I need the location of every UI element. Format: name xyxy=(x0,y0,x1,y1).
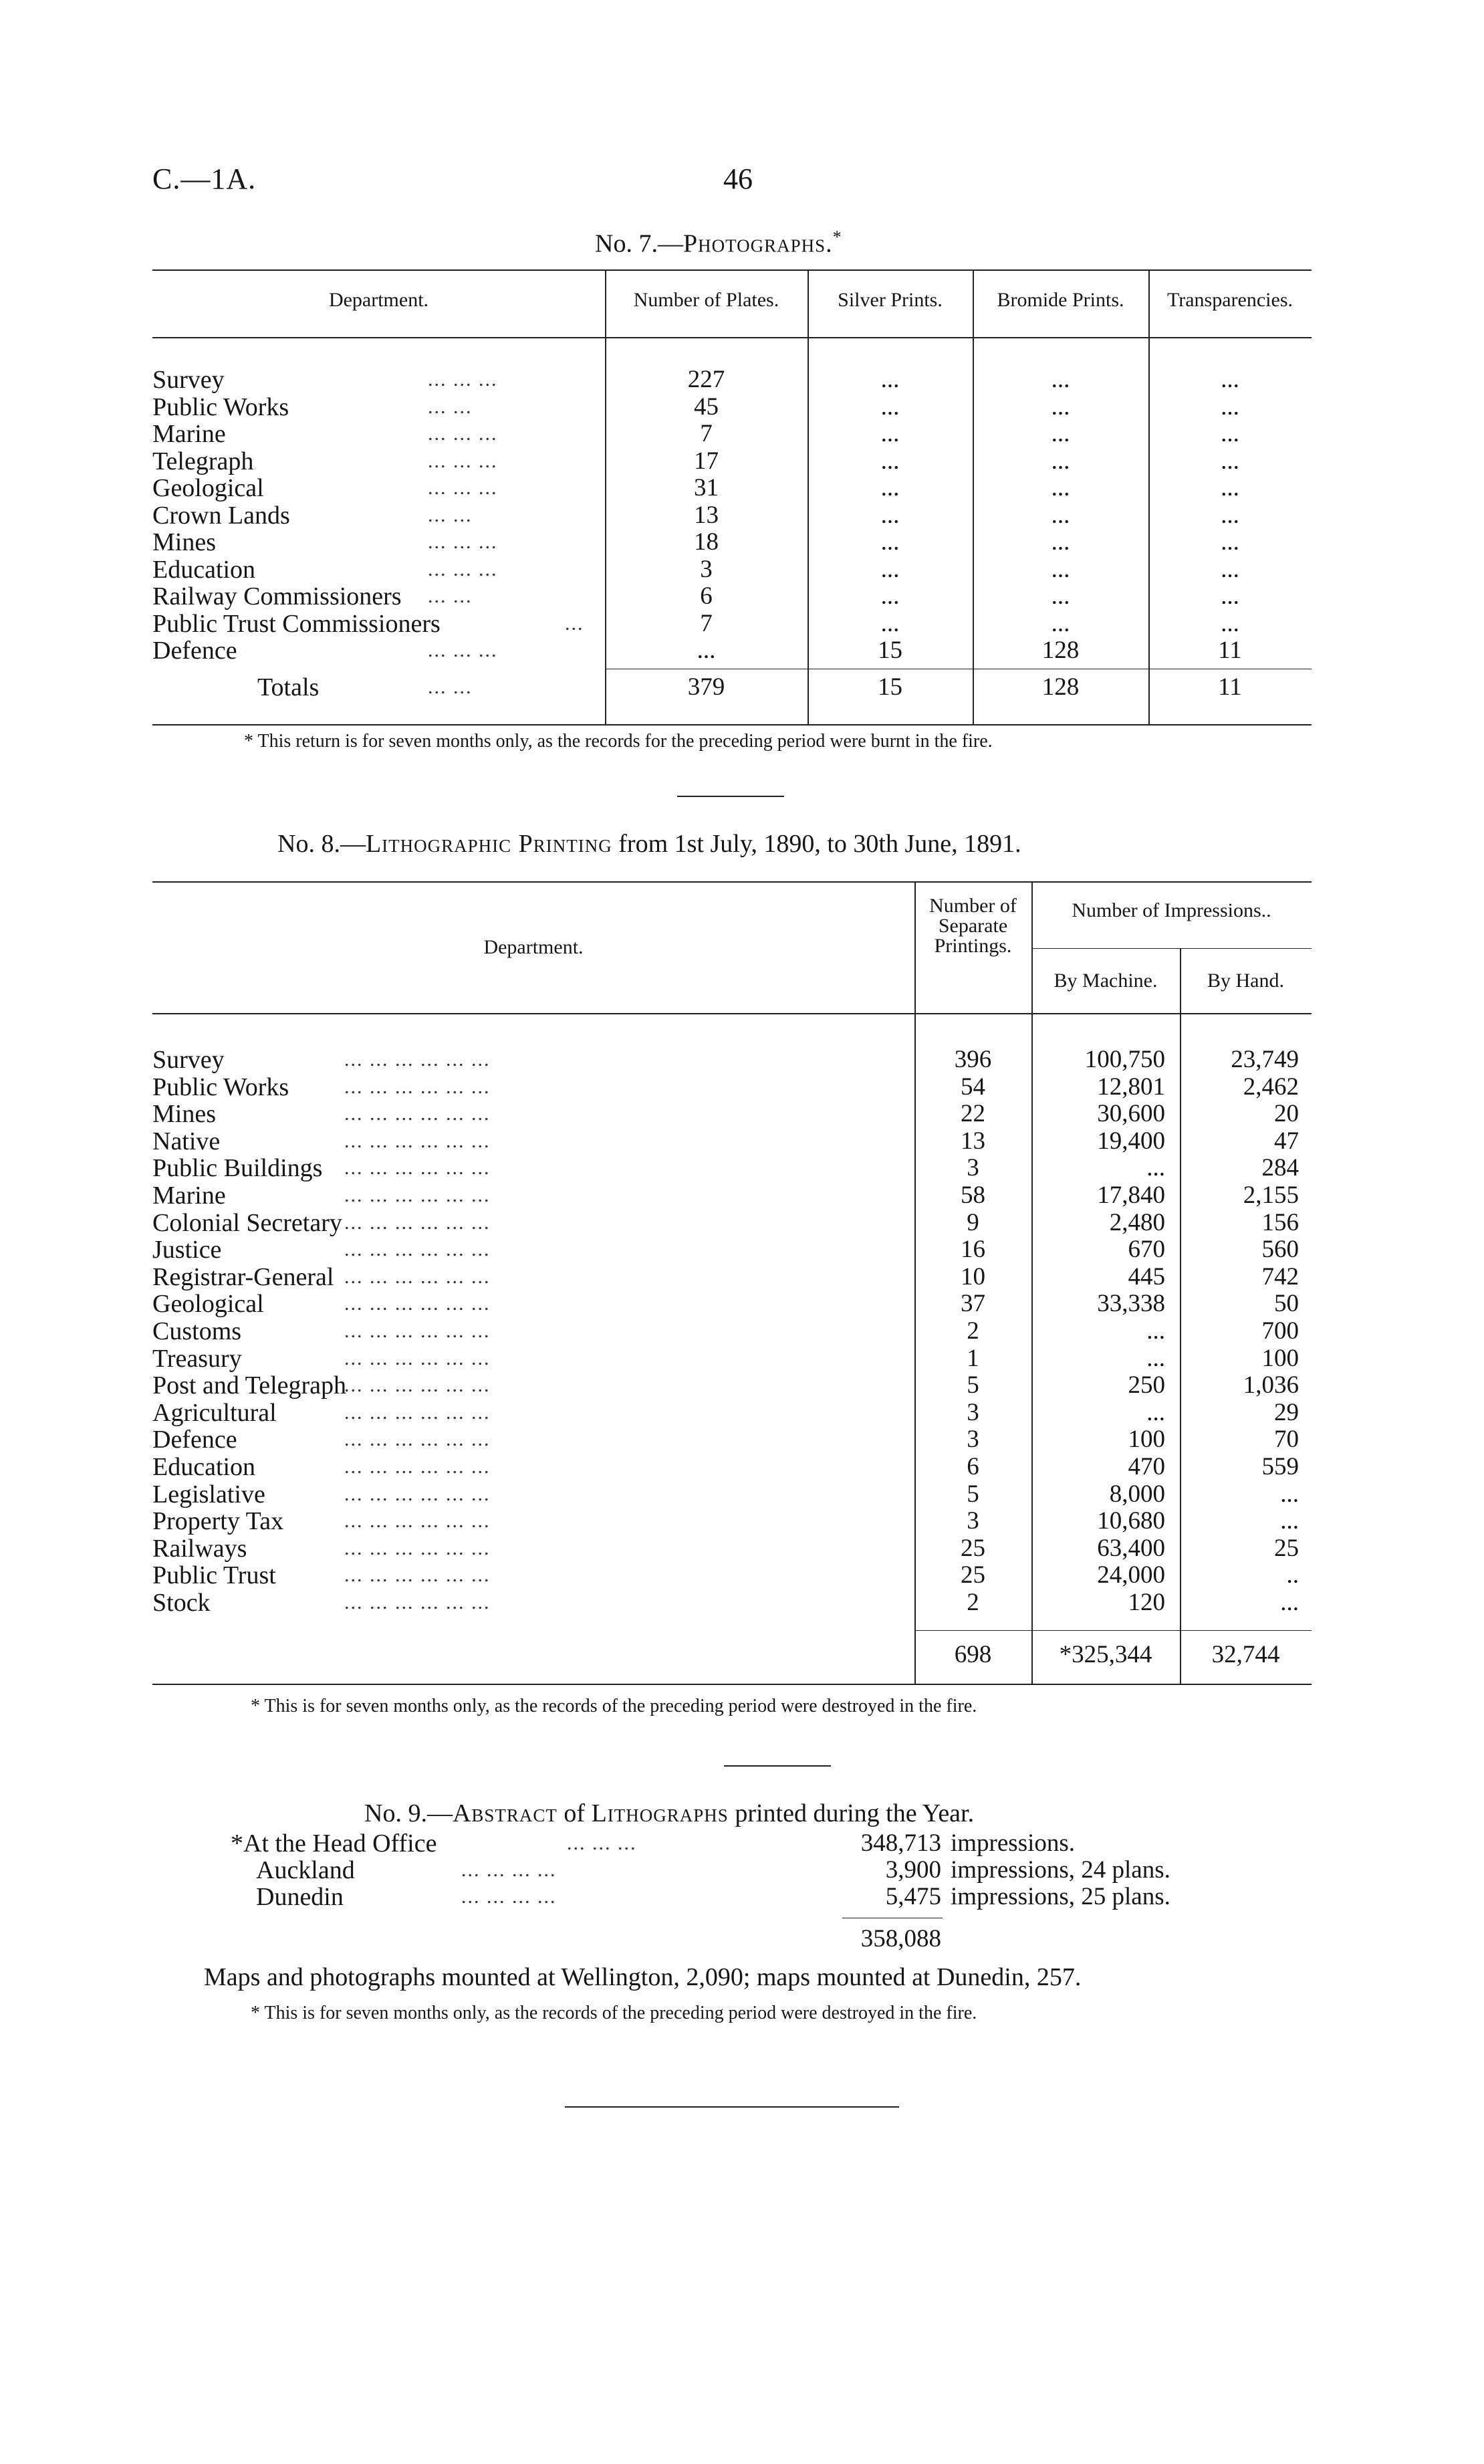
table8-department: Property Tax xyxy=(152,1507,284,1535)
table8-by-hand: 47 xyxy=(1274,1127,1299,1155)
table8-department: Education xyxy=(152,1453,256,1481)
table8-department: Mines xyxy=(152,1100,216,1128)
table8-by-machine: 470 xyxy=(1128,1453,1165,1480)
table8-printings: 3 xyxy=(967,1399,979,1426)
page-number: 46 xyxy=(723,162,753,195)
table8-department: Registrar-General xyxy=(152,1263,334,1291)
table8-totals-rule xyxy=(914,1630,1312,1631)
table7-plates: 7 xyxy=(700,420,713,447)
table7-top-rule xyxy=(152,269,1312,271)
table8-printings: 16 xyxy=(961,1236,985,1263)
table7-department: Marine xyxy=(152,420,226,448)
table8-by-hand: ... xyxy=(1280,1507,1299,1535)
table7-transparencies: ... xyxy=(1221,556,1239,583)
table8-by-machine: 17,840 xyxy=(1097,1182,1165,1209)
abstract-location: Dunedin xyxy=(256,1883,344,1911)
table8-department: Geological xyxy=(152,1290,264,1318)
table7-silver-prints: ... xyxy=(880,501,900,529)
table8-department: Defence xyxy=(152,1426,237,1454)
table8-by-hand: 560 xyxy=(1261,1236,1299,1263)
table8-by-machine: 670 xyxy=(1128,1236,1165,1263)
table7-total-silver: 15 xyxy=(878,673,902,701)
table7-leader-dots: ... ... ... xyxy=(428,639,498,661)
table8-printings: 25 xyxy=(961,1561,985,1589)
table8-leader-dots: ... ... ... ... ... ... xyxy=(344,1591,491,1613)
table8-total-by-hand: 32,744 xyxy=(1211,1641,1280,1668)
section-separator xyxy=(677,796,784,797)
table8-leader-dots: ... ... ... ... ... ... xyxy=(344,1320,491,1342)
table7-leader-dots: ... ... ... xyxy=(428,423,498,445)
table8-by-hand: 700 xyxy=(1261,1317,1299,1345)
table8-by-machine: ... xyxy=(1146,1345,1165,1372)
table8-leader-dots: ... ... ... ... ... ... xyxy=(344,1510,491,1532)
table8-by-machine: 2,480 xyxy=(1109,1209,1165,1236)
table7-col-transparencies: Transparencies. xyxy=(1166,289,1293,311)
table8-leader-dots: ... ... ... ... ... ... xyxy=(344,1157,491,1179)
table8-by-machine: 30,600 xyxy=(1097,1100,1165,1127)
table7-silver-prints: ... xyxy=(880,420,900,447)
table8-by-hand: 1,036 xyxy=(1243,1371,1299,1399)
table8-by-hand: 50 xyxy=(1274,1290,1299,1317)
abstract-impressions-note: impressions. xyxy=(951,1829,1076,1857)
table8-department: Post and Telegraph xyxy=(152,1371,347,1399)
table8-by-machine: 100 xyxy=(1128,1426,1165,1453)
table7-department: Mines xyxy=(152,528,216,556)
table8-col-department: Department. xyxy=(483,936,584,958)
table8-by-machine: 10,680 xyxy=(1097,1507,1165,1535)
table8-printings: 37 xyxy=(961,1290,985,1317)
table8-col-printings: Number of Separate Printings. xyxy=(929,895,1017,957)
table7-silver-prints: ... xyxy=(880,610,900,637)
table8-leader-dots: ... ... ... ... ... ... xyxy=(344,1347,491,1369)
table7-plates: ... xyxy=(697,637,716,664)
abstract-title-of: of xyxy=(557,1799,592,1827)
table8-department: Marine xyxy=(152,1182,226,1210)
table8-printings: 5 xyxy=(967,1371,979,1399)
table7-bromide-prints: ... xyxy=(1051,393,1070,421)
table7-leader-dots: ... ... ... xyxy=(428,368,498,390)
table8-department: Native xyxy=(152,1127,221,1155)
table8-leader-dots: ... ... ... ... ... ... xyxy=(344,1456,491,1478)
table7-footnote: * This return is for seven months only, as the records for the preceding period were burnt in the fire. xyxy=(244,731,993,752)
table8-col-by-machine: By Machine. xyxy=(1054,970,1158,992)
table8-printings: 3 xyxy=(967,1426,979,1453)
table8-by-machine: 445 xyxy=(1128,1263,1165,1291)
table7-plates: 31 xyxy=(694,474,719,501)
table7-bromide-prints: ... xyxy=(1051,610,1070,637)
table7-title xyxy=(595,227,842,259)
table7-plates: 18 xyxy=(694,528,719,556)
document-reference: C.—1A. xyxy=(152,162,257,195)
table7-department: Public Works xyxy=(152,393,289,421)
table8-leader-dots: ... ... ... ... ... ... xyxy=(344,1076,491,1098)
table8-leader-dots: ... ... ... ... ... ... xyxy=(344,1564,491,1586)
table7-transparencies: ... xyxy=(1221,393,1239,421)
table7-bromide-prints: ... xyxy=(1051,501,1070,529)
table7-plates: 6 xyxy=(700,582,713,610)
table7-silver-prints: 15 xyxy=(878,637,902,664)
end-rule xyxy=(565,2106,899,2108)
abstract-title-prefix: No. 9.— xyxy=(364,1799,453,1827)
table7-leader-dots: ... ... ... xyxy=(428,531,498,553)
table7-title-mark: * xyxy=(832,227,842,247)
table8-by-hand: ... xyxy=(1280,1589,1299,1616)
table7-bromide-prints: ... xyxy=(1051,528,1070,556)
table8-leader-dots: ... ... ... ... ... ... xyxy=(344,1212,491,1234)
table7-totals-leader: ... ... xyxy=(428,676,473,698)
table7-leader-dots: ... ... xyxy=(428,504,473,526)
abstract-total: 358,088 xyxy=(860,1925,941,1952)
table8-by-hand: 25 xyxy=(1274,1535,1299,1562)
table8-by-machine: ... xyxy=(1146,1154,1165,1182)
table7-silver-prints: ... xyxy=(880,556,900,583)
table8-printings: 22 xyxy=(961,1100,985,1127)
table7-transparencies: ... xyxy=(1221,582,1239,610)
table7-bromide-prints: ... xyxy=(1051,366,1070,393)
table7-department: Geological xyxy=(152,474,264,502)
table7-department: Telegraph xyxy=(152,447,254,475)
table8-printings: 2 xyxy=(967,1317,979,1345)
table7-plates: 13 xyxy=(694,501,719,529)
abstract-location: Auckland xyxy=(256,1856,355,1884)
table7-silver-prints: ... xyxy=(880,528,900,556)
section-separator xyxy=(724,1765,831,1767)
table8-by-hand: 2,155 xyxy=(1243,1182,1299,1209)
table8-title-name: Lithographic Printing xyxy=(365,830,612,858)
table8-printings: 25 xyxy=(961,1535,985,1562)
table8-col-by-hand: By Hand. xyxy=(1207,970,1284,992)
table7-plates: 45 xyxy=(694,393,719,421)
table7-leader-dots: ... ... ... xyxy=(428,450,498,472)
table7-bromide-prints: 128 xyxy=(1041,637,1080,664)
table7-plates: 227 xyxy=(687,366,725,393)
table8-title xyxy=(277,829,1021,859)
table8-department: Treasury xyxy=(152,1345,242,1373)
table8-department: Colonial Secretary xyxy=(152,1209,342,1237)
table8-leader-dots: ... ... ... ... ... ... xyxy=(344,1293,491,1315)
table8-by-hand: .. xyxy=(1286,1561,1299,1589)
table8-by-machine: 12,801 xyxy=(1097,1073,1165,1101)
table7-leader-dots: ... ... xyxy=(428,585,473,607)
table7-header-rule xyxy=(152,337,1312,338)
abstract-impressions-value: 348,713 xyxy=(860,1829,941,1857)
table7-department: Crown Lands xyxy=(152,501,290,530)
table8-department: Survey xyxy=(152,1046,225,1074)
table7-leader-dots: ... ... ... xyxy=(428,558,498,580)
abstract-title xyxy=(364,1799,974,1828)
table7-totals-label: Totals xyxy=(257,673,320,701)
table8-printings: 54 xyxy=(961,1073,985,1101)
table8-by-hand: 2,462 xyxy=(1243,1073,1299,1101)
table8-printings: 10 xyxy=(961,1263,985,1291)
table8-total-by-machine: *325,344 xyxy=(1059,1641,1152,1668)
abstract-footnote: * This is for seven months only, as the records of the preceding period were destroyed in the fire. xyxy=(251,2003,977,2023)
table7-bottom-rule xyxy=(152,724,1312,725)
table8-subheader-rule xyxy=(1031,948,1312,949)
table8-by-hand: 70 xyxy=(1274,1426,1299,1453)
table8-printings: 1 xyxy=(967,1345,979,1372)
table7-col-plates: Number of Plates. xyxy=(633,289,779,311)
table8-department: Public Trust xyxy=(152,1561,276,1589)
table8-total-printings: 698 xyxy=(954,1641,992,1668)
table8-printings: 6 xyxy=(967,1453,979,1480)
table7-bromide-prints: ... xyxy=(1051,582,1070,610)
table7-transparencies: ... xyxy=(1221,447,1239,475)
abstract-impressions-note: impressions, 24 plans. xyxy=(951,1856,1170,1884)
table7-bromide-prints: ... xyxy=(1051,420,1070,447)
table7-bromide-prints: ... xyxy=(1051,447,1070,475)
table7-plates: 17 xyxy=(694,447,719,475)
abstract-leader-dots: ... ... ... ... xyxy=(461,1886,557,1908)
table7-department: Survey xyxy=(152,366,225,394)
table8-department: Legislative xyxy=(152,1480,265,1508)
table7-department: Public Trust Commissioners xyxy=(152,610,441,638)
table8-leader-dots: ... ... ... ... ... ... xyxy=(344,1402,491,1424)
table7-transparencies: 11 xyxy=(1218,637,1242,664)
table7-title-prefix: No. 7.— xyxy=(595,229,683,258)
table8-printings: 2 xyxy=(967,1589,979,1616)
table7-transparencies: ... xyxy=(1221,610,1239,637)
table7-col-department: Department. xyxy=(328,289,429,311)
table8-printings: 3 xyxy=(967,1507,979,1535)
table7-silver-prints: ... xyxy=(880,393,900,421)
table8-printings: 58 xyxy=(961,1182,985,1209)
table8-printings: 13 xyxy=(961,1127,985,1155)
abstract-title-suffix: printed during the Year. xyxy=(728,1799,975,1827)
table8-title-prefix: No. 8.— xyxy=(277,830,366,858)
table8-printings: 9 xyxy=(967,1209,979,1236)
table8-printings: 396 xyxy=(954,1046,992,1073)
table7-transparencies: ... xyxy=(1221,474,1239,501)
table8-by-machine: 8,000 xyxy=(1109,1480,1165,1508)
table8-department: Public Works xyxy=(152,1073,289,1101)
table7-bromide-prints: ... xyxy=(1051,556,1070,583)
table7-col-bromide: Bromide Prints. xyxy=(997,289,1124,311)
table8-by-machine: 19,400 xyxy=(1097,1127,1165,1155)
table7-silver-prints: ... xyxy=(880,474,900,501)
table7-transparencies: ... xyxy=(1221,501,1239,529)
table8-leader-dots: ... ... ... ... ... ... xyxy=(344,1537,491,1559)
table8-by-hand: 23,749 xyxy=(1231,1046,1299,1073)
table7-department: Defence xyxy=(152,637,237,665)
table8-by-machine: 250 xyxy=(1128,1371,1165,1399)
abstract-impressions-value: 5,475 xyxy=(885,1883,941,1910)
table8-by-machine: 100,750 xyxy=(1084,1046,1165,1073)
table8-title-dates: from 1st July, 1890, to 30th June, 1891. xyxy=(612,830,1021,858)
table7-total-transparencies: 11 xyxy=(1218,673,1242,701)
table8-leader-dots: ... ... ... ... ... ... xyxy=(344,1483,491,1505)
table8-by-machine: 63,400 xyxy=(1097,1535,1165,1562)
table8-leader-dots: ... ... ... ... ... ... xyxy=(344,1266,491,1288)
table7-leader-dots: ... ... ... xyxy=(428,477,498,499)
table8-by-machine: 24,000 xyxy=(1097,1561,1165,1589)
table8-department: Customs xyxy=(152,1317,242,1345)
abstract-leader-dots: ... ... ... xyxy=(567,1832,637,1854)
table8-by-hand: 100 xyxy=(1261,1345,1299,1372)
table8-by-hand: 20 xyxy=(1274,1100,1299,1127)
table8-by-hand: 742 xyxy=(1261,1263,1299,1291)
abstract-title-word-abstract: Abstract xyxy=(452,1799,558,1827)
table8-by-hand: 559 xyxy=(1261,1453,1299,1480)
table8-department: Public Buildings xyxy=(152,1154,323,1182)
table8-by-machine: ... xyxy=(1146,1399,1165,1426)
table7-silver-prints: ... xyxy=(880,447,900,475)
abstract-title-word-lithographs: Lithographs xyxy=(591,1799,729,1827)
table8-footnote: * This is for seven months only, as the records of the preceding period were destroyed in the fire. xyxy=(251,1696,977,1716)
table7-bromide-prints: ... xyxy=(1051,474,1070,501)
table8-leader-dots: ... ... ... ... ... ... xyxy=(344,1103,491,1125)
table7-leader-dots: ... xyxy=(565,612,584,635)
table7-plates: 3 xyxy=(700,556,713,583)
table8-department: Stock xyxy=(152,1589,211,1617)
table8-department: Agricultural xyxy=(152,1399,277,1427)
table8-leader-dots: ... ... ... ... ... ... xyxy=(344,1374,491,1396)
table7-leader-dots: ... ... xyxy=(428,396,473,418)
table8-by-hand: 29 xyxy=(1274,1399,1299,1426)
table7-transparencies: ... xyxy=(1221,366,1239,393)
table8-top-rule xyxy=(152,881,1312,883)
table8-header-rule xyxy=(152,1013,1312,1014)
table7-transparencies: ... xyxy=(1221,528,1239,556)
table7-total-plates: 379 xyxy=(687,673,725,701)
table8-printings: 3 xyxy=(967,1154,979,1182)
table8-leader-dots: ... ... ... ... ... ... xyxy=(344,1428,491,1450)
abstract-impressions-value: 3,900 xyxy=(885,1856,941,1884)
table8-bottom-rule xyxy=(152,1684,1312,1685)
table7-col-silver: Silver Prints. xyxy=(838,289,943,311)
abstract-leader-dots: ... ... ... ... xyxy=(461,1859,557,1881)
table7-department: Railway Commissioners xyxy=(152,582,402,610)
table8-department: Railways xyxy=(152,1535,247,1563)
table8-department: Justice xyxy=(152,1236,222,1264)
table8-col-impressions: Number of Impressions.. xyxy=(1072,899,1271,921)
table7-silver-prints: ... xyxy=(880,582,900,610)
abstract-location: *At the Head Office xyxy=(231,1829,437,1858)
table7-transparencies: ... xyxy=(1221,420,1239,447)
table8-by-hand: 156 xyxy=(1261,1209,1299,1236)
table8-leader-dots: ... ... ... ... ... ... xyxy=(344,1238,491,1260)
table7-department: Education xyxy=(152,556,256,584)
table8-leader-dots: ... ... ... ... ... ... xyxy=(344,1130,491,1152)
table7-total-bromide: 128 xyxy=(1041,673,1080,701)
table7-silver-prints: ... xyxy=(880,366,900,393)
table8-by-hand: ... xyxy=(1280,1480,1299,1508)
table8-by-hand: 284 xyxy=(1261,1154,1299,1182)
table8-by-machine: ... xyxy=(1146,1317,1165,1345)
table7-plates: 7 xyxy=(700,610,713,637)
table7-title-name: Photographs. xyxy=(683,229,833,258)
abstract-impressions-note: impressions, 25 plans. xyxy=(951,1883,1170,1910)
table8-printings: 5 xyxy=(967,1480,979,1508)
table8-by-machine: 120 xyxy=(1128,1589,1165,1616)
table8-leader-dots: ... ... ... ... ... ... xyxy=(344,1048,491,1071)
abstract-mounted-note: Maps and photographs mounted at Wellington, 2,090; maps mounted at Dunedin, 257. xyxy=(204,1963,1082,1991)
table8-by-machine: 33,338 xyxy=(1097,1290,1165,1317)
table8-leader-dots: ... ... ... ... ... ... xyxy=(344,1184,491,1206)
